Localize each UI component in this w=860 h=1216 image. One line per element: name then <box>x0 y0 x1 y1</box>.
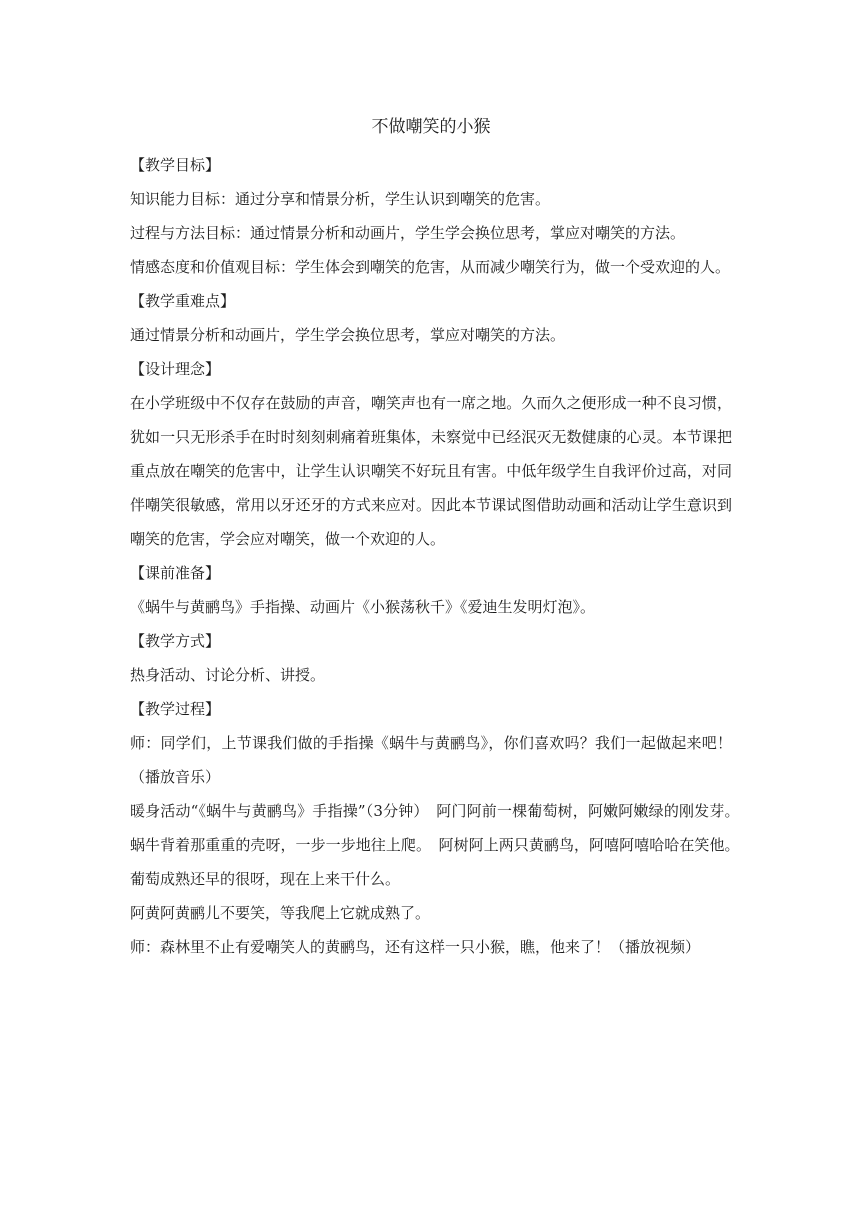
section-heading: 【教学过程】 <box>130 700 221 718</box>
section-heading: 【教学方式】 <box>130 632 221 650</box>
objective-process: 过程与方法目标：通过情景分析和动画片，学生学会换位思考，掌应对嘲笑的方法。 <box>130 224 686 242</box>
section-heading: 【设计理念】 <box>130 360 221 378</box>
section-preparation <box>130 556 732 624</box>
design-text: 在小学班级中不仅存在鼓励的声音，嘲笑声也有一席之地。久而久之便形成一种不良习惯，犹如一只无形杀手在时时刻刻刺痛着班集体，未察觉中已经泯灭无数健康的心灵。本节课把重点放在嘲笑的危害中，让学生认识嘲笑不好玩且有害。中低年级学生自我评价过高，对同伴嘲笑很敏感，常用以牙还牙的方式来应对。因此本节课试图借助动画和活动让学生意识到嘲笑的危害，学会应对嘲笑，做一个欢迎的人。 <box>130 394 732 548</box>
section-heading: 【教学重难点】 <box>130 292 236 310</box>
document-page <box>130 110 748 964</box>
process-paragraph: 师：森林里不止有爱嘲笑人的黄鹂鸟，还有这样一只小猴，瞧，他来了！（播放视频） <box>130 938 701 956</box>
objective-attitude: 情感态度和价值观目标：学生体会到嘲笑的危害，从而减少嘲笑行为，做一个受欢迎的人。 <box>130 258 731 276</box>
document-title: 不做嘲笑的小猴 <box>371 117 491 137</box>
process-paragraph: 师：同学们，上节课我们做的手指操《蜗牛与黄鹂鸟》，你们喜欢吗？我们一起做起来吧！（播放音乐） <box>130 734 732 786</box>
section-key-points <box>130 284 732 352</box>
process-paragraph: 暖身活动“《蜗牛与黄鹂鸟》手指操”（3分钟） 阿门阿前一棵葡萄树，阿嫩阿嫩绿的刚发芽。 蜗牛背着那重重的壳呀，一步一步地往上爬。 阿树阿上两只黄鹂鸟，阿嘻阿嘻哈哈在笑他。 葡萄成熟还早的很呀，现在上来干什么。 <box>130 802 748 888</box>
preparation-text: 《蜗牛与黄鹂鸟》手指操、动画片《小猴荡秋千》《爱迪生发明灯泡》。 <box>130 598 596 616</box>
section-method <box>130 624 732 692</box>
process-paragraph: 阿黄阿黄鹂儿不要笑，等我爬上它就成熟了。 <box>130 904 431 922</box>
section-design <box>130 352 732 556</box>
section-objectives <box>130 148 732 284</box>
method-text: 热身活动、讨论分析、讲授。 <box>130 666 326 684</box>
key-point-text: 通过情景分析和动画片，学生学会换位思考，掌应对嘲笑的方法。 <box>130 326 566 344</box>
section-heading: 【课前准备】 <box>130 564 221 582</box>
section-heading: 【教学目标】 <box>130 156 221 174</box>
objective-knowledge: 知识能力目标：通过分享和情景分析，学生认识到嘲笑的危害。 <box>130 190 551 208</box>
section-process <box>130 692 748 964</box>
